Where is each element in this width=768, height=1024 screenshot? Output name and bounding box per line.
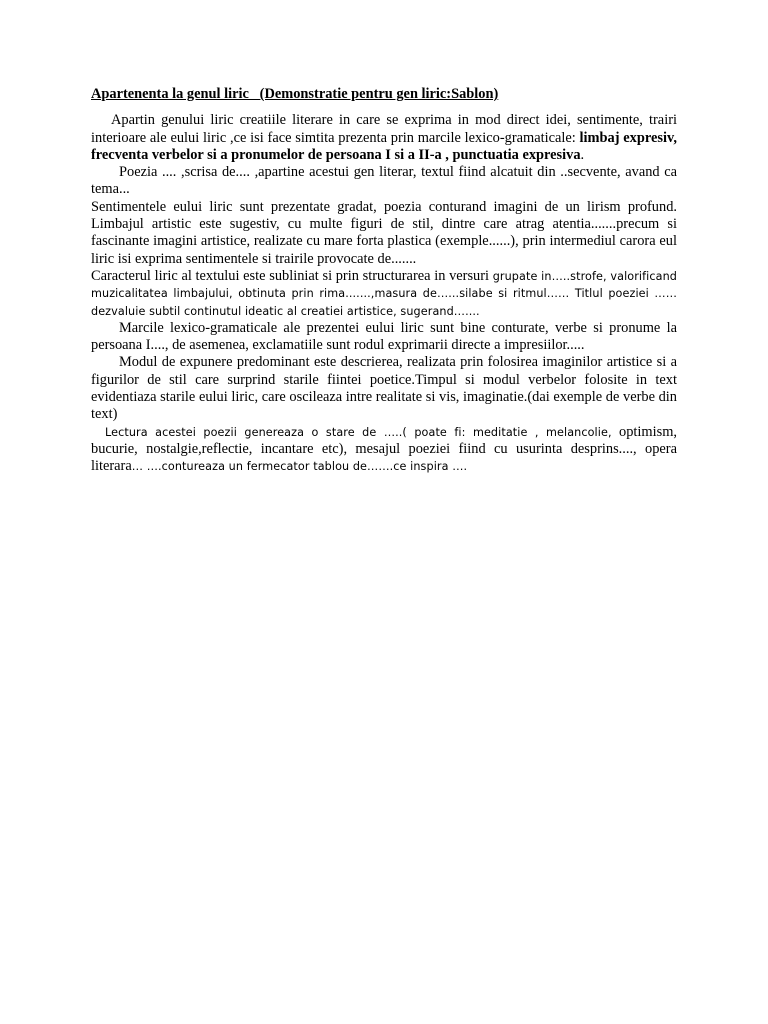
paragraph-definition-text: Apartin genului liric creatiile literare in care se exprima in mod direct idei, sentimente, trairi interioare ale eului liric ,ce isi face simtita prezenta prin marcile lexico-gramaticale:	[91, 112, 677, 146]
paragraph-reading-c: … ….contureaza un fermecator tablou de…….ce inspira ….	[131, 460, 468, 474]
paragraph-structure	[91, 268, 677, 320]
paragraph-reading-b: optimism, bucurie, nostalgie,reflectie, incantare etc), mesajul poeziei fiind cu usurinta desprins...., opera literara	[91, 423, 677, 475]
paragraph-structure-d: ......,masura de	[348, 287, 437, 301]
paragraph-grammar-marks: Marcile lexico-gramaticale ale prezentei eului liric sunt bine conturate, verbe si pronume la persoana I...., de asemenea, exclamatiile sunt rodul exprimarii directe a impresiilor.....	[91, 319, 677, 354]
paragraph-structure-a: Caracterul liric al textului este subliniat si prin structurarea in versuri	[91, 267, 493, 284]
document-page	[91, 86, 677, 476]
paragraph-feelings: Sentimentele eului liric sunt prezentate gradat, poezia conturand imagini de un lirism profund. Limbajul artistic este sugestiv, cu multe figuri de stil, dintre care atrag atentia.......precum si fascinante imagini artistice, realizate cu mare forta plastica (exemple......), prin intermediul carora eul liric isi exprima sentimentele si trairile provocate de.......	[91, 198, 677, 267]
paragraph-reading-a: Lectura acestei poezii genereaza o stare de …..( poate fi: meditatie , melancolie,	[105, 425, 612, 439]
paragraph-definition-end: .	[580, 146, 585, 163]
paragraph-reading	[91, 424, 677, 476]
paragraph-poem-intro: Poezia .... ,scrisa de.... ,apartine acestui gen literar, textul fiind alcatuit din ..secvente, avand ca tema...	[91, 164, 677, 198]
paragraph-exposition: Modul de expunere predominant este descrierea, realizata prin folosirea imaginilor artistice si a figurilor de stil care surprind starile fiintei poetice.Timpul si modul verbelor folosite in text evidentiaza starile eului liric, care oscileaza intre realitate si vis, imaginatie.(dai exemple de verbe din text)	[91, 354, 677, 423]
paragraph-structure-b: grupate in	[492, 269, 552, 283]
paragraph-structure-e: …...silabe si ritmul…… Titlul poeziei ……dezvaluie subtil continutul ideatic al creatiei artistice, sugerand…....	[91, 287, 677, 318]
paragraph-structure-c: …..strofe, valorificand muzicalitatea limbajului, obtinuta prin rima.	[91, 269, 677, 301]
document-title: Apartenenta la genul liric (Demonstratie pentru gen liric:Sablon)	[91, 86, 499, 102]
paragraph-definition-bold: limbaj expresiv, frecventa verbelor si a pronumelor de persoana I si a II-a , punctuatia expresiva	[91, 129, 677, 163]
paragraph-definition	[91, 112, 677, 164]
